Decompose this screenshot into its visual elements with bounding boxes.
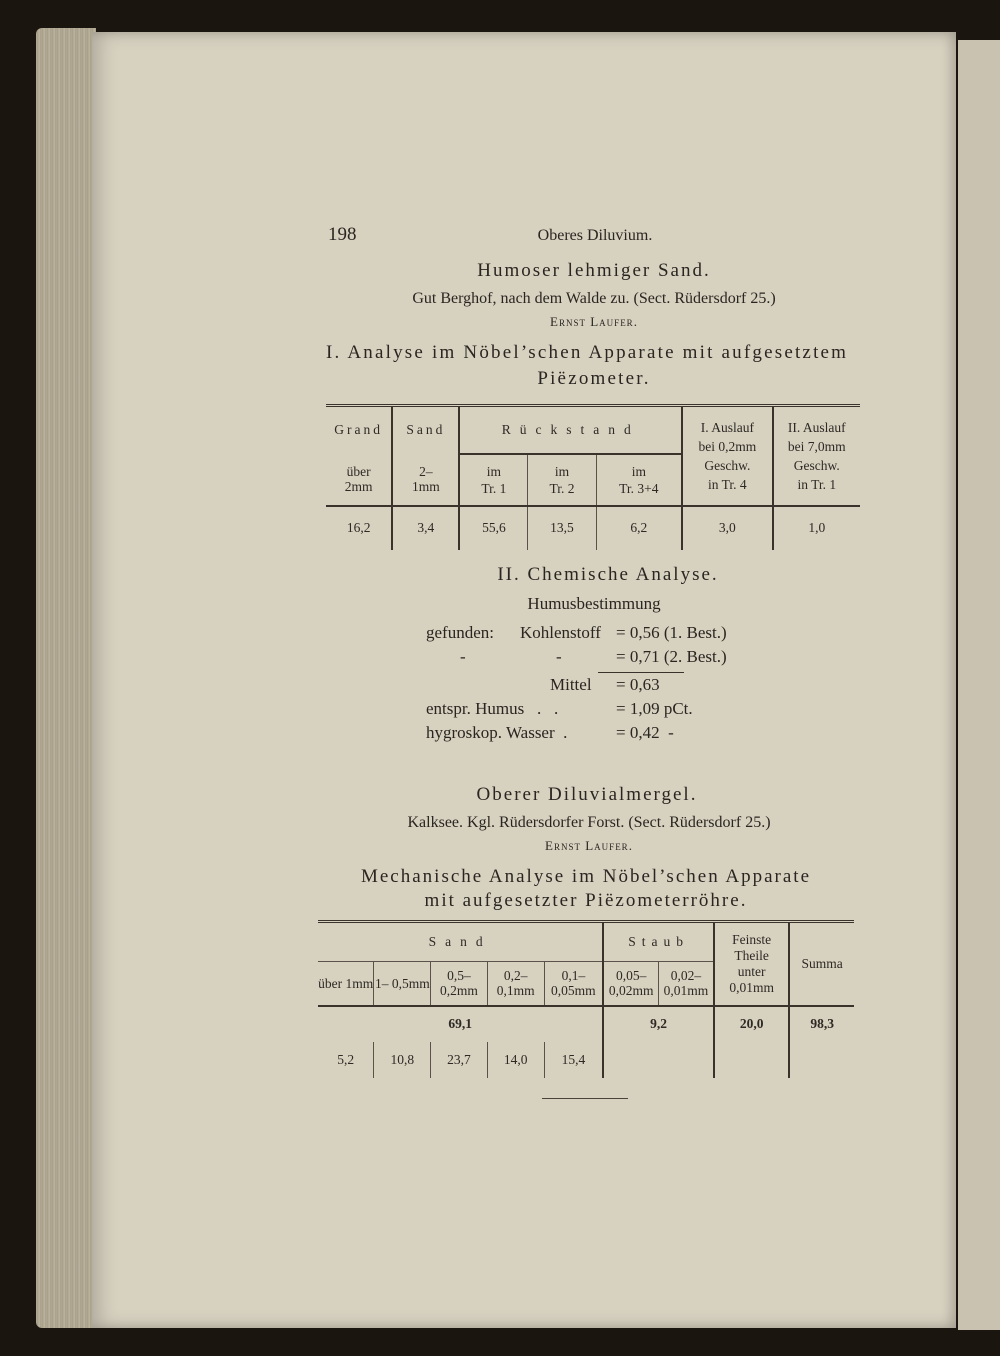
chem-subtitle: Humusbestimmung (527, 594, 661, 613)
h-rueckstand: Rückstand (459, 406, 682, 454)
book-edge-left (36, 28, 96, 1328)
section2-analysis-title: Mechanische Analyse im Nöbel’schen Apparate (360, 866, 812, 887)
cell: 16,2 (346, 520, 371, 535)
h2-sand: Sand (318, 922, 603, 962)
cell: 15,4 (544, 1042, 603, 1078)
chem-l2-label: - (460, 647, 466, 666)
section1-location: Gut Berghof, nach dem Walde zu. (Sect. Rüdersdorf 25.) (412, 290, 776, 307)
chem-l5-val: = 0,42 - (616, 723, 674, 742)
section1-author: Ernst Laufer. (550, 314, 638, 329)
h-grand: Grand (334, 422, 384, 438)
h-tr3: im Tr. 3+4 (596, 454, 682, 506)
sum-rule (598, 672, 684, 673)
section2-table (318, 920, 854, 1078)
staub-total: 9,2 (603, 1006, 714, 1042)
cell-empty (714, 1042, 789, 1078)
h2-sub: 0,02– 0,01mm (659, 962, 714, 1006)
section1-analysis-title: I. Analyse im Nöbel’schen Apparate mit aufgesetztem (326, 342, 849, 363)
section2-title: Oberer Diluvialmergel. (476, 784, 698, 805)
chem-l2-val: = 0,71 (2. Best.) (616, 647, 727, 666)
chem-title: II. Chemische Analyse. (497, 564, 719, 585)
cell: 55,6 (459, 506, 528, 550)
cell: 3,4 (392, 506, 459, 550)
cell: 5,2 (337, 1051, 355, 1067)
h2-sub: über 1mm (318, 975, 374, 991)
cell: 23,7 (431, 1042, 488, 1078)
chem-l2-name: - (556, 647, 562, 666)
cell: 13,5 (528, 506, 596, 550)
cell: 10,8 (374, 1042, 431, 1078)
chem-l3-name: Mittel (550, 675, 592, 694)
h2-sub: 0,1– 0,05mm (544, 962, 603, 1006)
cell: 14,0 (487, 1042, 544, 1078)
book-page (92, 32, 956, 1328)
section2-author: Ernst Laufer. (545, 838, 633, 853)
h2-feinste: Feinste Theile unter 0,01mm (714, 922, 789, 1006)
cell-empty (603, 1042, 714, 1078)
end-rule (542, 1098, 628, 1099)
h-grand-sub: über 2mm (344, 464, 373, 494)
cell: 6,2 (596, 506, 682, 550)
sand-total: 69,1 (448, 1016, 472, 1031)
h-auslauf2: II. Auslauf bei 7,0mm Geschw. in Tr. 1 (773, 406, 860, 506)
feinste-total: 20,0 (714, 1006, 789, 1042)
cell: 3,0 (682, 506, 772, 550)
chem-l4-name: entspr. Humus . . (426, 699, 559, 718)
section1-title: Humoser lehmiger Sand. (477, 260, 711, 281)
running-title: Oberes Diluvium. (537, 227, 653, 244)
chem-l4-val: = 1,09 pCt. (616, 699, 693, 718)
chem-l3-val: = 0,63 (616, 675, 660, 694)
book-edge-right (958, 40, 1000, 1330)
h2-staub: Staub (603, 922, 714, 962)
cell-empty (789, 1042, 854, 1078)
h-tr2: im Tr. 2 (528, 454, 596, 506)
chem-l1-label: gefunden: (426, 623, 494, 642)
h-sand: Sand (392, 406, 459, 454)
section1-analysis-title-2: Piëzometer. (537, 368, 651, 389)
h2-sub: 1– 0,5mm (374, 962, 431, 1006)
section2-location: Kalksee. Kgl. Rüdersdorfer Forst. (Sect. Rüdersdorf 25.) (407, 814, 771, 831)
h2-sub: 0,5– 0,2mm (431, 962, 488, 1006)
summa-total: 98,3 (789, 1006, 854, 1042)
h2-sub: 0,05– 0,02mm (603, 962, 658, 1006)
section1-table (326, 404, 860, 550)
h2-sub: 0,2– 0,1mm (487, 962, 544, 1006)
chem-l1-val: = 0,56 (1. Best.) (616, 623, 727, 642)
h-tr1: im Tr. 1 (459, 454, 528, 506)
h-sand-sub: 2– 1mm (392, 454, 459, 506)
section2-analysis-title-2: mit aufgesetzter Piëzometerröhre. (424, 890, 748, 911)
cell: 1,0 (773, 506, 860, 550)
h-auslauf1: I. Auslauf bei 0,2mm Geschw. in Tr. 4 (682, 406, 772, 506)
chem-l1-name: Kohlenstoff (520, 623, 601, 642)
page-number: 198 (328, 224, 357, 245)
h2-summa: Summa (789, 922, 854, 1006)
chem-l5-name: hygroskop. Wasser . (426, 723, 568, 742)
